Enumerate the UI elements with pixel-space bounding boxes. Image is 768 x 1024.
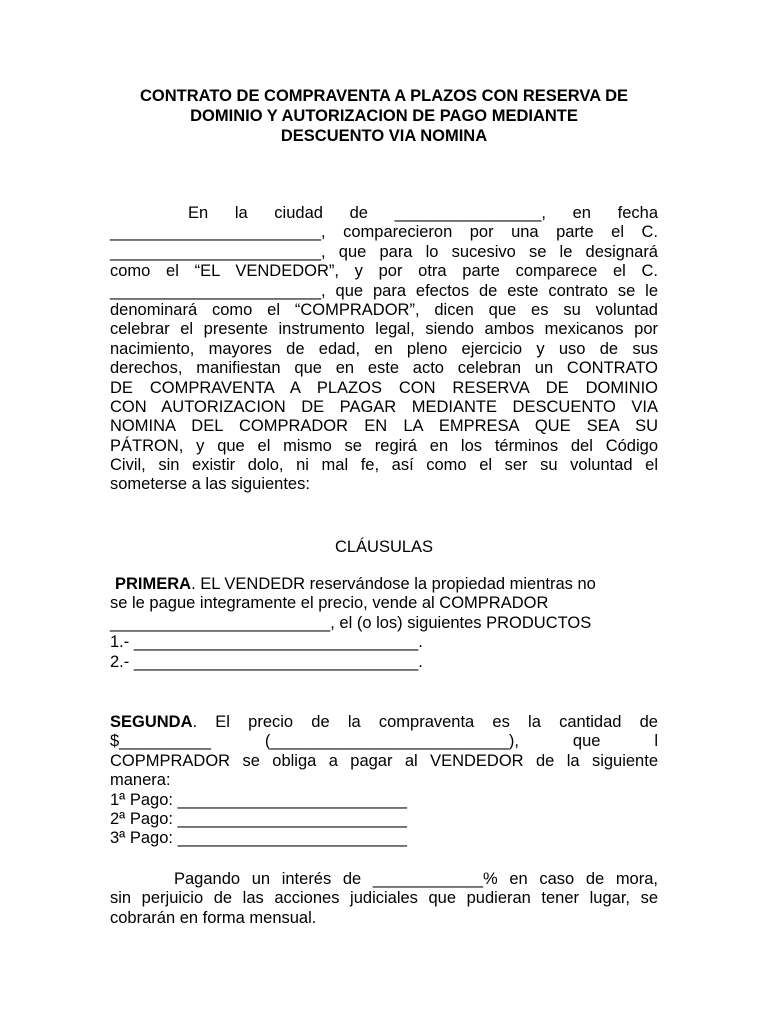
intro-line: _______________________, que para efectos de este contrato se le — [110, 281, 658, 300]
segunda-line-4: manera: — [110, 771, 171, 790]
interest-line: Pagando un interés de ____________% en caso de mora, — [174, 870, 658, 888]
intro-line: PÁTRON, y que el mismo se regirá en los términos del Código — [110, 436, 658, 455]
intro-line: _______________________, que para lo sucesivo se le designará — [110, 242, 658, 261]
segunda-line-2: $__________ (__________________________), que l — [110, 732, 658, 751]
intro-paragraph — [110, 204, 658, 495]
intro-line: someterse a las siguientes: — [110, 475, 310, 494]
segunda-label: SEGUNDA — [110, 713, 193, 731]
payment-line-1: 1ª Pago: _________________________ — [110, 790, 407, 809]
primera-line-3: ________________________, el (o los) siguientes PRODUCTOS — [110, 613, 592, 632]
interest-paragraph — [110, 870, 658, 928]
product-item-1: 1.- _______________________________. — [110, 633, 423, 652]
intro-line: CON AUTORIZACION DE PAGAR MEDIANTE DESCUENTO VIA — [110, 397, 658, 416]
clause-segunda — [110, 713, 658, 849]
contract-title — [100, 86, 668, 146]
intro-line: nacimiento, mayores de edad, en pleno ejercicio y uso de sus — [110, 339, 658, 358]
title-line-3: DESCUENTO VIA NOMINA — [280, 127, 488, 145]
intro-line: denominará como el “COMPRADOR”, dicen que es su voluntad — [110, 300, 658, 319]
intro-line: En la ciudad de ________________, en fecha — [188, 204, 658, 222]
intro-line: DE COMPRAVENTA A PLAZOS CON RESERVA DE DOMINIO — [110, 378, 658, 397]
title-line-1: CONTRATO DE COMPRAVENTA A PLAZOS CON RESERVA DE — [140, 87, 628, 105]
intro-line: celebrar el presente instrumento legal, siendo ambos mexicanos por — [110, 320, 658, 339]
interest-line: sin perjuicio de las acciones judiciales que pudieran tener lugar, se — [110, 889, 658, 908]
primera-line-2: se le pague integramente el precio, vende al COMPRADOR — [110, 594, 549, 613]
product-item-2: 2.- _______________________________. — [110, 652, 423, 671]
clausulas-heading: CLÁUSULAS — [334, 538, 434, 556]
segunda-line-1-text: . El precio de la compraventa es la cantidad de — [192, 713, 658, 731]
intro-line: como el “EL VENDEDOR”, y por otra parte comparece el C. — [110, 262, 658, 281]
primera-label: PRIMERA — [115, 575, 192, 593]
intro-line: Civil, sin existir dolo, ni mal fe, así como el ser su voluntad el — [110, 456, 658, 475]
clause-primera — [110, 575, 658, 672]
intro-line: _______________________, comparecieron por una parte el C. — [110, 223, 658, 242]
title-line-2: DOMINIO Y AUTORIZACION DE PAGO MEDIANTE — [190, 107, 578, 125]
interest-line: cobrarán en forma mensual. — [110, 908, 317, 927]
primera-line-1 — [110, 575, 658, 594]
intro-line: derechos, manifiestan que en este acto celebran un CONTRATO — [110, 359, 658, 378]
payment-line-3: 3ª Pago: _________________________ — [110, 829, 407, 848]
primera-line-1-text: . EL VENDEDR reservándose la propiedad mientras no — [191, 575, 596, 593]
segunda-line-1 — [110, 713, 658, 732]
intro-line: NOMINA DEL COMPRADOR EN LA EMPRESA QUE SEA SU — [110, 417, 658, 436]
payment-line-2: 2ª Pago: _________________________ — [110, 809, 407, 828]
segunda-line-3: COPMPRADOR se obliga a pagar al VENDEDOR de la siguiente — [110, 751, 658, 770]
